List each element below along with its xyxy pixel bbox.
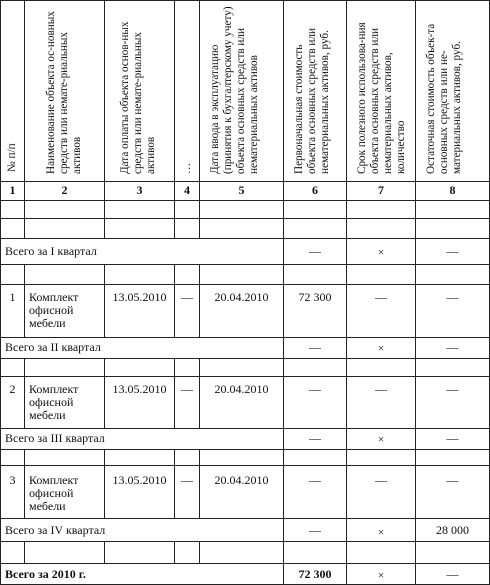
q4-total-life: × <box>377 525 385 539</box>
item-1-number: 1 <box>9 290 16 304</box>
header-useful-life: Срок полезного использова-ния объекта основных средств или нематериальных активов, количество <box>356 22 407 174</box>
col-number-5: 5 <box>238 183 245 197</box>
q2-total-life: × <box>377 341 385 355</box>
grid-line <box>24 264 25 337</box>
q3-total-life: × <box>377 432 385 446</box>
col-number-2: 2 <box>61 183 68 197</box>
col-number-8: 8 <box>449 183 456 197</box>
item-2-initial-cost: — <box>309 382 321 396</box>
item-2-residual: — <box>446 382 459 396</box>
q3-total-residual: — <box>446 431 459 445</box>
col-number-3: 3 <box>136 183 143 197</box>
header-initial-cost: Первоначальная стоимость объекта основных средств или нематериальных активов, руб. <box>293 28 331 174</box>
grid-line <box>104 0 105 238</box>
item-2-name: Комплект офисной мебели <box>29 382 79 422</box>
item-2-useful-life: — <box>375 382 387 396</box>
grid-line <box>0 238 490 239</box>
q1-total-life: × <box>377 245 385 259</box>
grid-line <box>0 449 490 450</box>
q4-total-label: Всего за IV квартал <box>5 523 106 537</box>
grid-line <box>0 200 490 201</box>
header-col4: … <box>181 162 193 174</box>
item-1-initial-cost: 72 300 <box>298 290 332 304</box>
grid-line <box>0 337 490 338</box>
item-2-payment-date: 13.05.2010 <box>112 382 167 396</box>
item-3-name: Комплект офисной мебели <box>29 473 79 513</box>
item-2-col4: — <box>181 382 193 396</box>
item-1-name: Комплект офисной мебели <box>29 290 79 330</box>
col-number-6: 6 <box>312 183 318 197</box>
grid-line <box>24 0 25 238</box>
year-total-cost: 72 300 <box>298 567 332 581</box>
item-3-residual: — <box>446 473 459 487</box>
q2-total-cost: — <box>309 340 321 354</box>
grid-line <box>0 284 490 285</box>
item-3-payment-date: 13.05.2010 <box>112 473 167 487</box>
col-number-7: 7 <box>378 183 384 197</box>
item-2-number: 2 <box>9 382 16 396</box>
grid-line <box>199 541 200 563</box>
grid-line <box>0 465 490 466</box>
q3-total-cost: — <box>309 431 321 445</box>
grid-line <box>174 541 175 563</box>
grid-line <box>24 358 25 428</box>
header-residual-value: Остаточная стоимость объек-та основных средств или не-материальных активов, руб. <box>425 23 463 174</box>
grid-line <box>0 376 490 377</box>
grid-line <box>199 0 200 238</box>
col-number-1: 1 <box>9 183 16 197</box>
grid-line <box>0 563 490 564</box>
year-total-life: × <box>377 568 385 582</box>
item-3-useful-life: — <box>375 473 387 487</box>
grid-line <box>0 518 490 519</box>
grid-line <box>0 428 490 429</box>
grid-line <box>104 541 105 563</box>
header-asset-name: Наименование объекта ос-новных средств или немате-риальных активов <box>45 11 83 174</box>
grid-line <box>24 449 25 518</box>
header-row-number: № п/п <box>6 143 18 172</box>
grid-line <box>0 218 490 219</box>
item-3-commissioning-date: 20.04.2010 <box>214 473 269 487</box>
item-1-payment-date: 13.05.2010 <box>112 290 167 304</box>
item-3-col4: — <box>181 473 193 487</box>
header-commissioning-date: Дата ввода в эксплуатацию (принятия к бухгалтерскому учету) объекта основных средств или нематериальных активов <box>209 6 260 174</box>
grid-line <box>0 0 490 1</box>
item-3-initial-cost: — <box>309 473 321 487</box>
grid-line <box>0 358 490 359</box>
item-2-commissioning-date: 20.04.2010 <box>214 382 269 396</box>
grid-line <box>0 541 490 542</box>
q4-total-cost: — <box>309 523 321 537</box>
year-total-residual: — <box>446 567 459 581</box>
q1-total-residual: — <box>446 244 459 258</box>
q1-total-label: Всего за I квартал <box>5 244 97 258</box>
q4-total-residual: 28 000 <box>436 523 469 537</box>
item-3-number: 3 <box>9 473 16 487</box>
item-1-col4: — <box>181 290 193 304</box>
q2-total-residual: — <box>446 340 459 354</box>
grid-line <box>24 541 25 563</box>
q3-total-label: Всего за III квартал <box>5 431 105 445</box>
header-payment-date: Дата оплаты объекта основ-ных средств или немате-риальных активов <box>119 21 157 174</box>
item-1-useful-life: — <box>375 290 387 304</box>
item-1-commissioning-date: 20.04.2010 <box>214 290 269 304</box>
col-number-4: 4 <box>184 183 190 197</box>
item-1-residual: — <box>446 290 459 304</box>
q1-total-cost: — <box>309 244 321 258</box>
year-total-label: Всего за 2010 г. <box>5 567 86 581</box>
grid-line <box>0 264 490 265</box>
grid-line <box>174 0 175 238</box>
q2-total-label: Всего за II квартал <box>5 340 101 354</box>
grid-line <box>0 181 490 182</box>
